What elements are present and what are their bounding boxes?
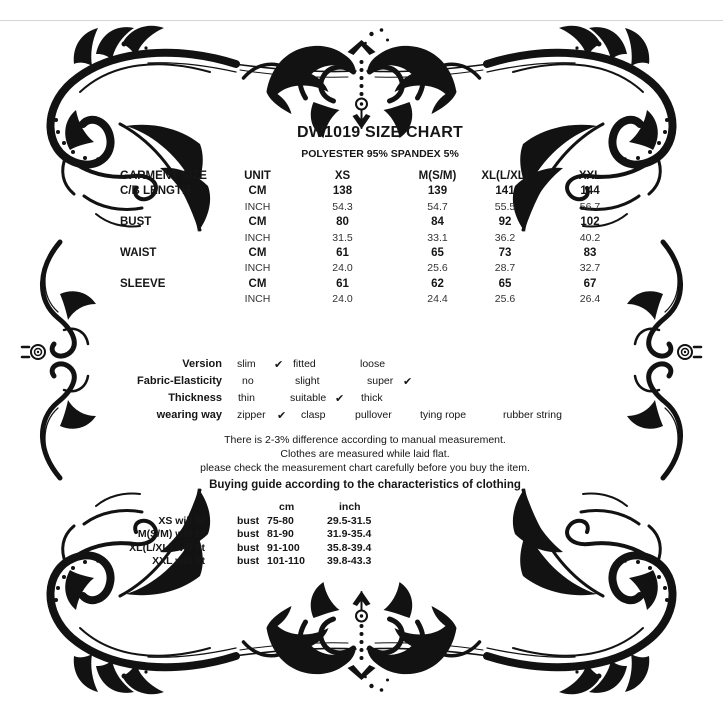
value-cell: 24.4 [427,293,448,306]
attr-option: slim [237,358,256,370]
guide-inch-cell: 39.8-43.3 [327,555,372,568]
value-cell: 25.6 [494,293,516,306]
value-cell: 56.7 [579,200,601,213]
characteristics-section [120,356,620,426]
value-cell: 80 [336,216,349,229]
value-cell: 31.5 [332,231,353,244]
buying-guide-table [72,501,422,569]
unit-cell: CM [248,185,267,198]
attr-option: suitable [290,392,327,404]
guide-row-label: M(S/M) will fit [137,528,205,541]
unit-cell: CM [248,277,267,290]
unit-cell: CM [248,246,267,259]
guide-cm-cell: 75-80 [267,514,294,527]
fabric-subtitle: POLYESTER 95% SPANDEX 5% [301,148,459,160]
col-header-xs: XS [334,170,351,182]
guide-inch-cell: 31.9-35.4 [327,528,372,541]
value-cell: 26.4 [579,293,601,306]
guide-row-label: XXL will fit [152,555,205,568]
row-label [120,292,230,307]
attr-label-version: Version [182,358,222,370]
check-icon: ✔ [277,409,287,422]
value-cell: 138 [332,185,353,198]
buying-guide-title: Buying guide according to the characteristics of clothing [209,479,521,491]
guide-part-cell: bust [237,528,260,541]
note-line: please check the measurement chart carefully before you buy the item. [200,462,530,474]
unit-cell: INCH [244,200,271,213]
unit-cell: INCH [244,231,271,244]
guide-cm-cell: 101-110 [267,555,305,568]
attr-option: clasp [301,409,326,421]
guide-inch-cell: 29.5-31.5 [327,514,372,527]
value-cell: 24.0 [332,262,353,275]
attr-option: loose [360,358,386,370]
attr-option: super [367,375,394,387]
col-header-garment-size: GARMENT SIZE [120,170,207,182]
guide-inch-cell: 35.8-39.4 [327,541,372,554]
guide-row-label: XL(L/XL) will fit [129,541,205,554]
value-cell: 92 [498,216,512,229]
attr-option: no [242,375,254,387]
unit-cell: INCH [244,262,271,275]
guide-col-header-cm: cm [279,501,295,513]
attr-label-fabric-elasticity: Fabric-Elasticity [137,375,222,387]
value-cell: 25.6 [427,262,448,275]
guide-col-header-inch: inch [339,501,361,513]
value-cell: 54.3 [332,200,353,213]
value-cell: 65 [431,246,444,259]
value-cell: 139 [427,185,448,198]
value-cell: 144 [580,185,600,198]
unit-cell: INCH [244,293,271,306]
guide-part-cell: bust [237,555,260,568]
value-cell: 61 [336,277,349,290]
value-cell: 24.0 [332,293,353,306]
attr-option: tying rope [420,409,467,421]
measurement-notes [120,433,610,475]
attr-option: fitted [293,358,316,370]
note-line: Clothes are measured while laid flat. [280,448,450,460]
value-cell: 54.7 [427,200,448,213]
value-cell: 141 [495,185,515,198]
row-label [120,231,230,246]
value-cell: 102 [580,216,600,229]
unit-cell: CM [248,216,267,229]
attr-option: rubber string [503,409,562,421]
value-cell: 61 [336,246,349,259]
note-line: There is 2-3% difference according to manual measurement. [224,434,506,446]
value-cell: 32.7 [579,262,601,275]
col-header-m: M(S/M) [418,170,457,182]
guide-cm-cell: 91-100 [267,541,300,554]
guide-part-cell: bust [237,541,260,554]
guide-part-cell: bust [237,514,260,527]
attr-option: zipper [237,409,266,421]
row-label: BUST [120,216,152,229]
attr-option: slight [295,375,320,387]
measurement-table [120,169,645,308]
guide-cm-cell: 81-90 [267,528,294,541]
value-cell: 84 [431,216,444,229]
col-header-xxl: XXL [578,170,602,182]
page-title: DW1019 SIZE CHART [296,124,464,141]
row-label [120,261,230,276]
value-cell: 83 [583,246,597,259]
value-cell: 62 [431,277,444,290]
guide-row-label: XS will fit [158,514,205,527]
value-cell: 36.2 [494,231,516,244]
value-cell: 40.2 [579,231,601,244]
check-icon: ✔ [274,358,284,371]
value-cell: 73 [498,246,512,259]
value-cell: 33.1 [427,231,448,244]
value-cell: 67 [583,277,597,290]
check-icon: ✔ [403,375,413,388]
attr-label-wearing-way: wearing way [156,409,222,421]
row-label [120,200,230,215]
value-cell: 28.7 [494,262,516,275]
value-cell: 55.5 [494,200,516,213]
row-label: WAIST [120,246,157,259]
col-header-unit: UNIT [244,170,271,182]
row-label: SLEEVE [120,277,166,290]
row-label: C/B LENGTH [120,185,191,198]
value-cell: 65 [498,277,512,290]
check-icon: ✔ [335,392,345,405]
attr-option: pullover [355,409,392,421]
attr-option: thick [361,392,383,404]
attr-label-thickness: Thickness [168,392,222,404]
attr-option: thin [238,392,255,404]
col-header-xl: XL(L/XL) [481,170,529,182]
